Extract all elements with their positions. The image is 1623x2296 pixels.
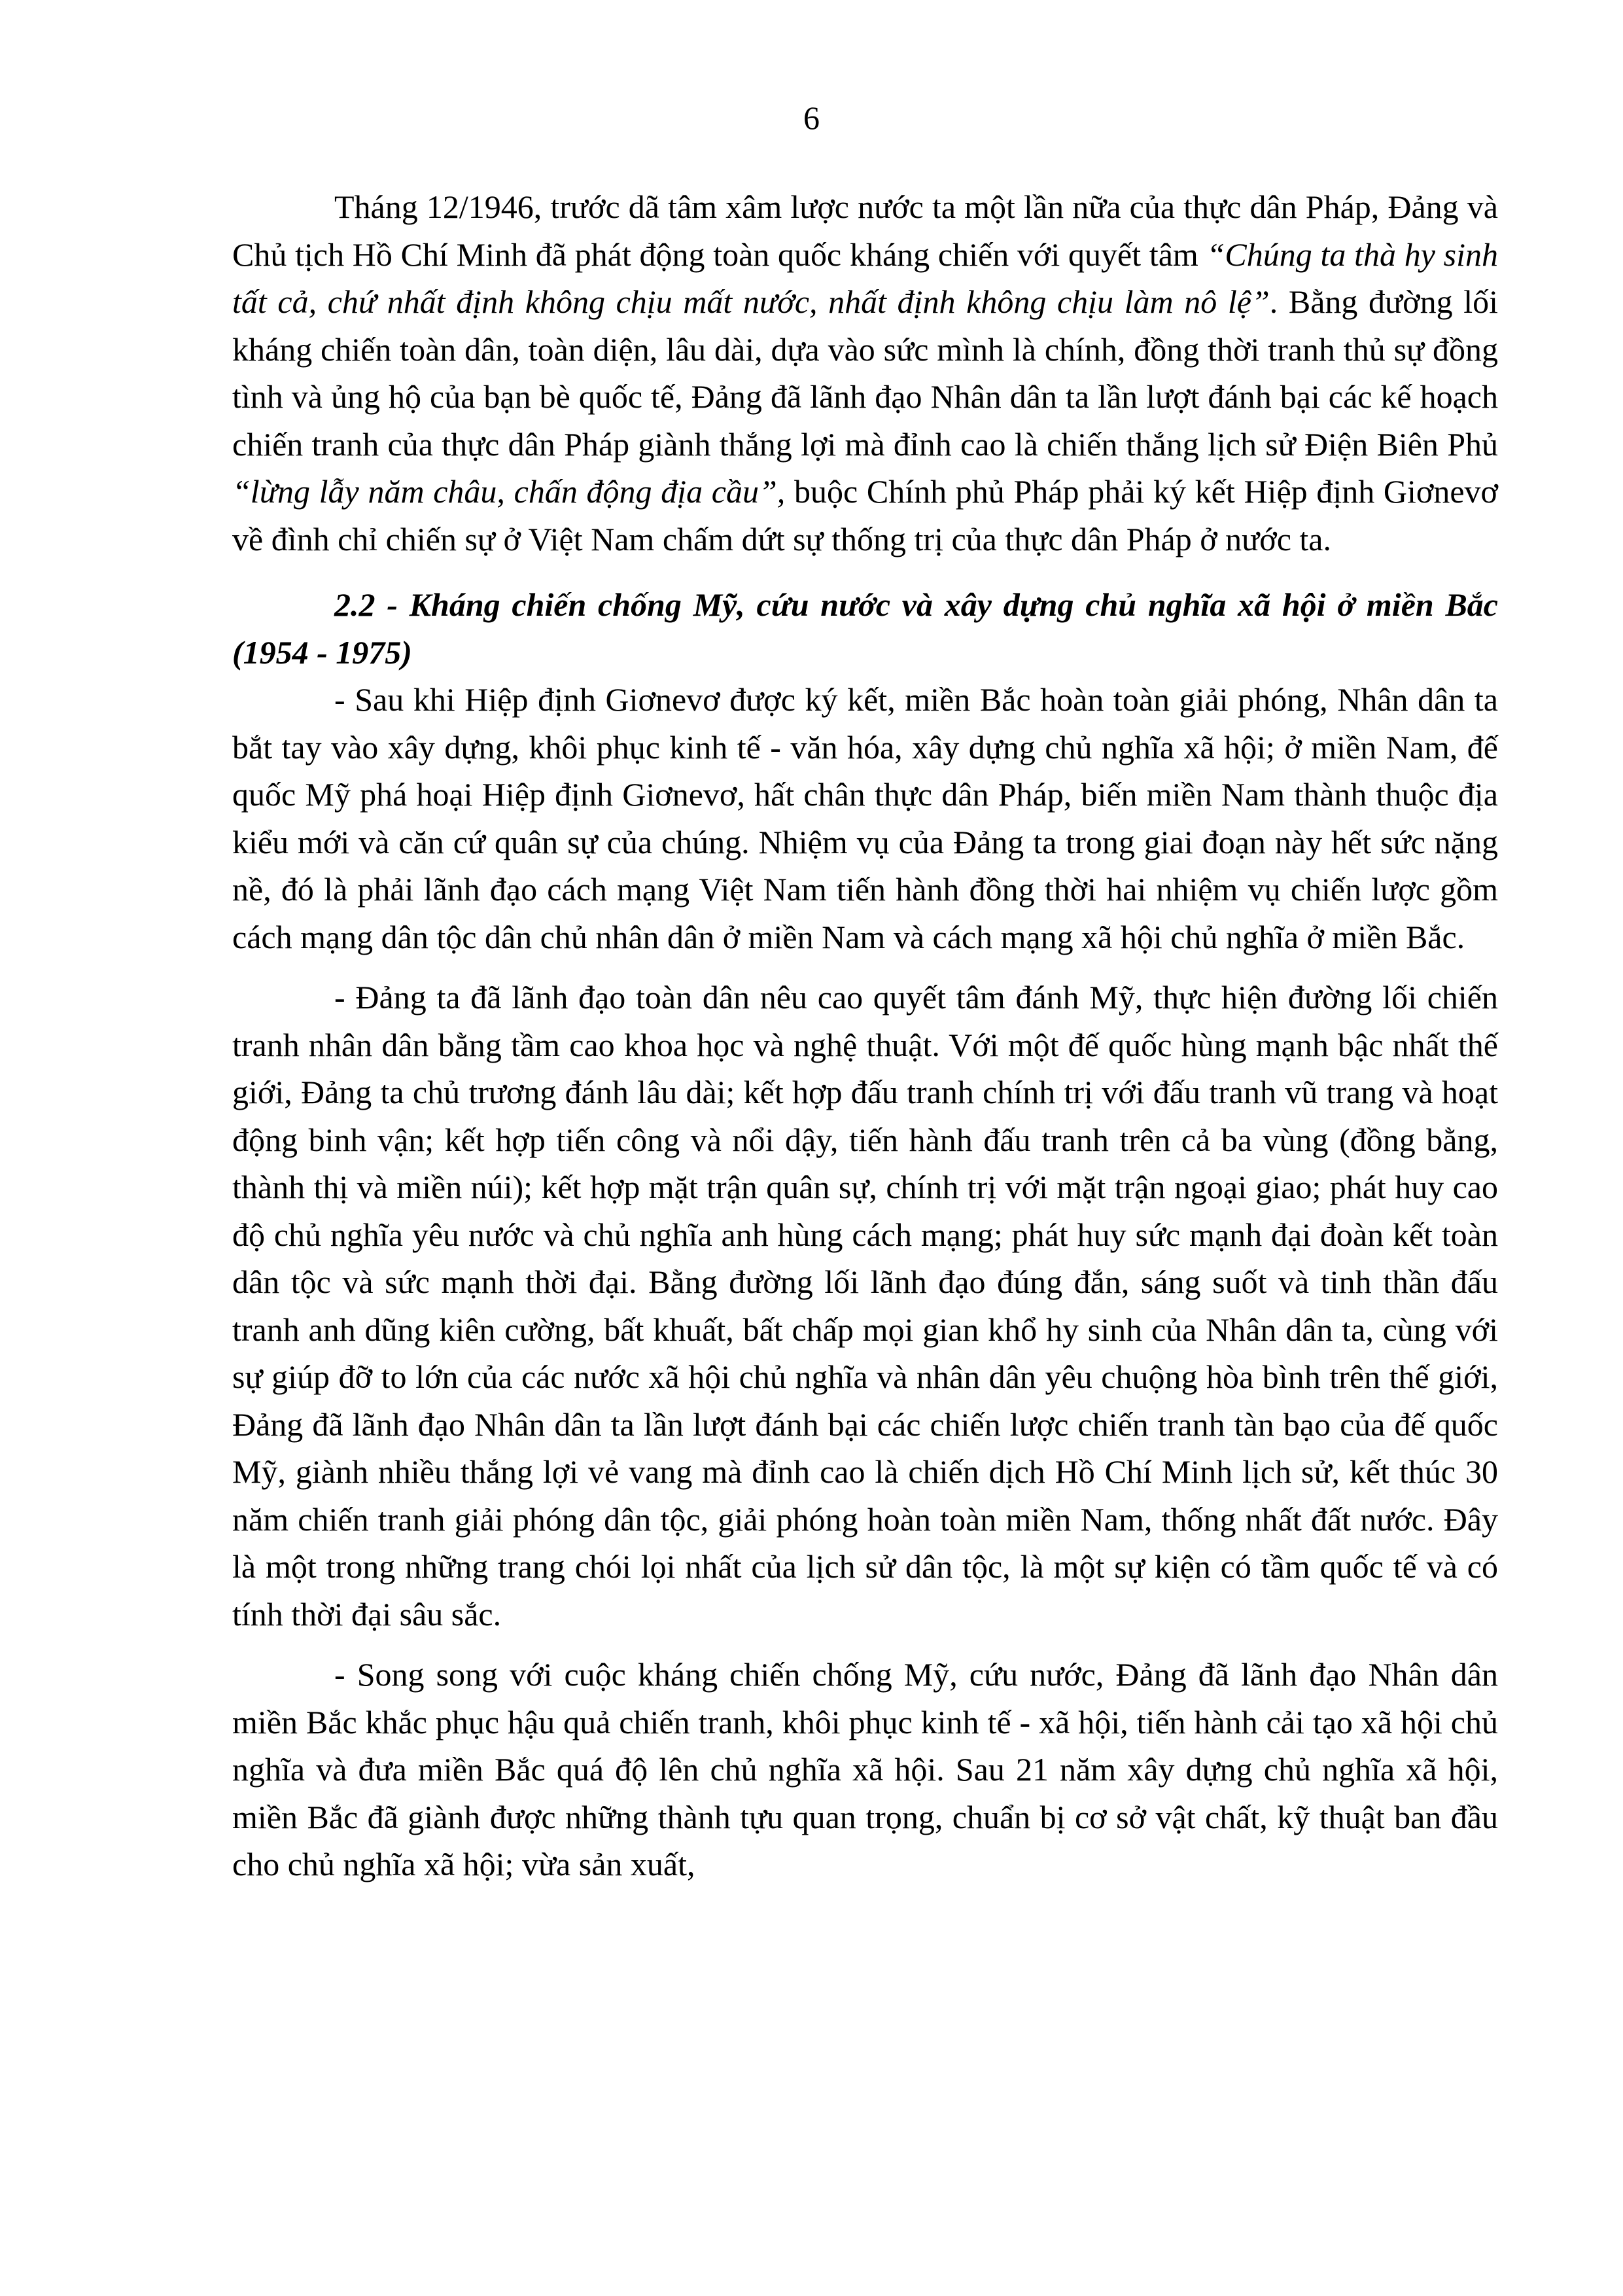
paragraph-1946-resistance bbox=[232, 183, 1498, 563]
page-number: 6 bbox=[803, 99, 820, 136]
text-run: . Bằng đường lối kháng chiến toàn dân, toàn diện, lâu dài, dựa vào sức mình là chính, đồng thời tranh thủ sự đồng tình và ủng hộ của bạn bè quốc tế, Đảng đã lãnh đạo Nhân dân ta lần lượt đánh bại các kế hoạch chiến tranh của thực dân Pháp giành thắng lợi mà đỉnh cao là chiến thắng lịch sử Điện Biên Phủ bbox=[232, 283, 1498, 463]
paragraph-anti-us-leadership: - Đảng ta đã lãnh đạo toàn dân nêu cao quyết tâm đánh Mỹ, thực hiện đường lối chiến tranh nhân dân bằng tầm cao khoa học và nghệ thuật. Với một đế quốc hùng mạnh bậc nhất thế giới, Đảng ta chủ trương đánh lâu dài; kết hợp đấu tranh chính trị với đấu tranh vũ trang và hoạt động binh vận; kết hợp tiến công và nổi dậy, tiến hành đấu tranh trên cả ba vùng (đồng bằng, thành thị và miền núi); kết hợp mặt trận quân sự, chính trị với mặt trận ngoại giao; phát huy cao độ chủ nghĩa yêu nước và chủ nghĩa anh hùng cách mạng; phát huy sức mạnh đại đoàn kết toàn dân tộc và sức mạnh thời đại. Bằng đường lối lãnh đạo đúng đắn, sáng suốt và tinh thần đấu tranh anh dũng kiên cường, bất khuất, bất chấp mọi gian khổ hy sinh của Nhân dân ta, cùng với sự giúp đỡ to lớn của các nước xã hội chủ nghĩa và nhân dân yêu chuộng hòa bình trên thế giới, Đảng đã lãnh đạo Nhân dân ta lần lượt đánh bại các chiến lược chiến tranh tàn bạo của đế quốc Mỹ, giành nhiều thắng lợi vẻ vang mà đỉnh cao là chiến dịch Hồ Chí Minh lịch sử, kết thúc 30 năm chiến tranh giải phóng dân tộc, giải phóng hoàn toàn miền Nam, thống nhất đất nước. Đây là một trong những trang chói lọi nhất của lịch sử dân tộc, là một sự kiện có tầm quốc tế và có tính thời đại sâu sắc. bbox=[232, 979, 1498, 1633]
quote-italic: “Chúng ta thà hy sinh tất cả, chứ nhất định không chịu mất nước, nhất định không chịu làm nô lệ” bbox=[232, 236, 1499, 320]
section-heading: 2.2 - Kháng chiến chống Mỹ, cứu nước và xây dựng chủ nghĩa xã hội ở miền Bắc (1954 - 1975) bbox=[232, 586, 1498, 671]
paragraph-geneva-aftermath: - Sau khi Hiệp định Giơnevơ được ký kết, miền Bắc hoàn toàn giải phóng, Nhân dân ta bắt tay vào xây dựng, khôi phục kinh tế - văn hóa, xây dựng chủ nghĩa xã hội; ở miền Nam, đế quốc Mỹ phá hoại Hiệp định Giơnevơ, hất chân thực dân Pháp, biến miền Nam thành thuộc địa kiểu mới và căn cứ quân sự của chúng. Nhiệm vụ của Đảng ta trong giai đoạn này hết sức nặng nề, đó là phải lãnh đạo cách mạng Việt Nam tiến hành đồng thời hai nhiệm vụ chiến lược gồm cách mạng dân tộc dân chủ nhân dân ở miền Nam và cách mạng xã hội chủ nghĩa ở miền Bắc. bbox=[232, 681, 1498, 955]
text-run: buộc Chính phủ Pháp phải ký kết Hiệp định Giơnevơ về đình chỉ chiến sự ở Việt Nam chấm dứt sự thống trị của thực dân Pháp ở nước ta. bbox=[232, 473, 1498, 557]
text-run: Tháng 12/1946, trước dã tâm xâm lược nước ta một lần nữa của thực dân Pháp, Đảng và Chủ tịch Hồ Chí Minh đã phát động toàn quốc kháng chiến với quyết tâm bbox=[232, 188, 1498, 273]
paragraph-north-socialism: - Song song với cuộc kháng chiến chống Mỹ, cứu nước, Đảng đã lãnh đạo Nhân dân miền Bắc khắc phục hậu quả chiến tranh, khôi phục kinh tế - xã hội, tiến hành cải tạo xã hội chủ nghĩa và đưa miền Bắc quá độ lên chủ nghĩa xã hội. Sau 21 năm xây dựng chủ nghĩa xã hội, miền Bắc đã giành được những thành tựu quan trọng, chuẩn bị cơ sở vật chất, kỹ thuật ban đầu cho chủ nghĩa xã hội; vừa sản xuất, bbox=[232, 1656, 1498, 1882]
quote-italic: “lừng lẫy năm châu, chấn động địa cầu”, bbox=[232, 473, 786, 510]
document-body bbox=[232, 183, 1498, 1888]
